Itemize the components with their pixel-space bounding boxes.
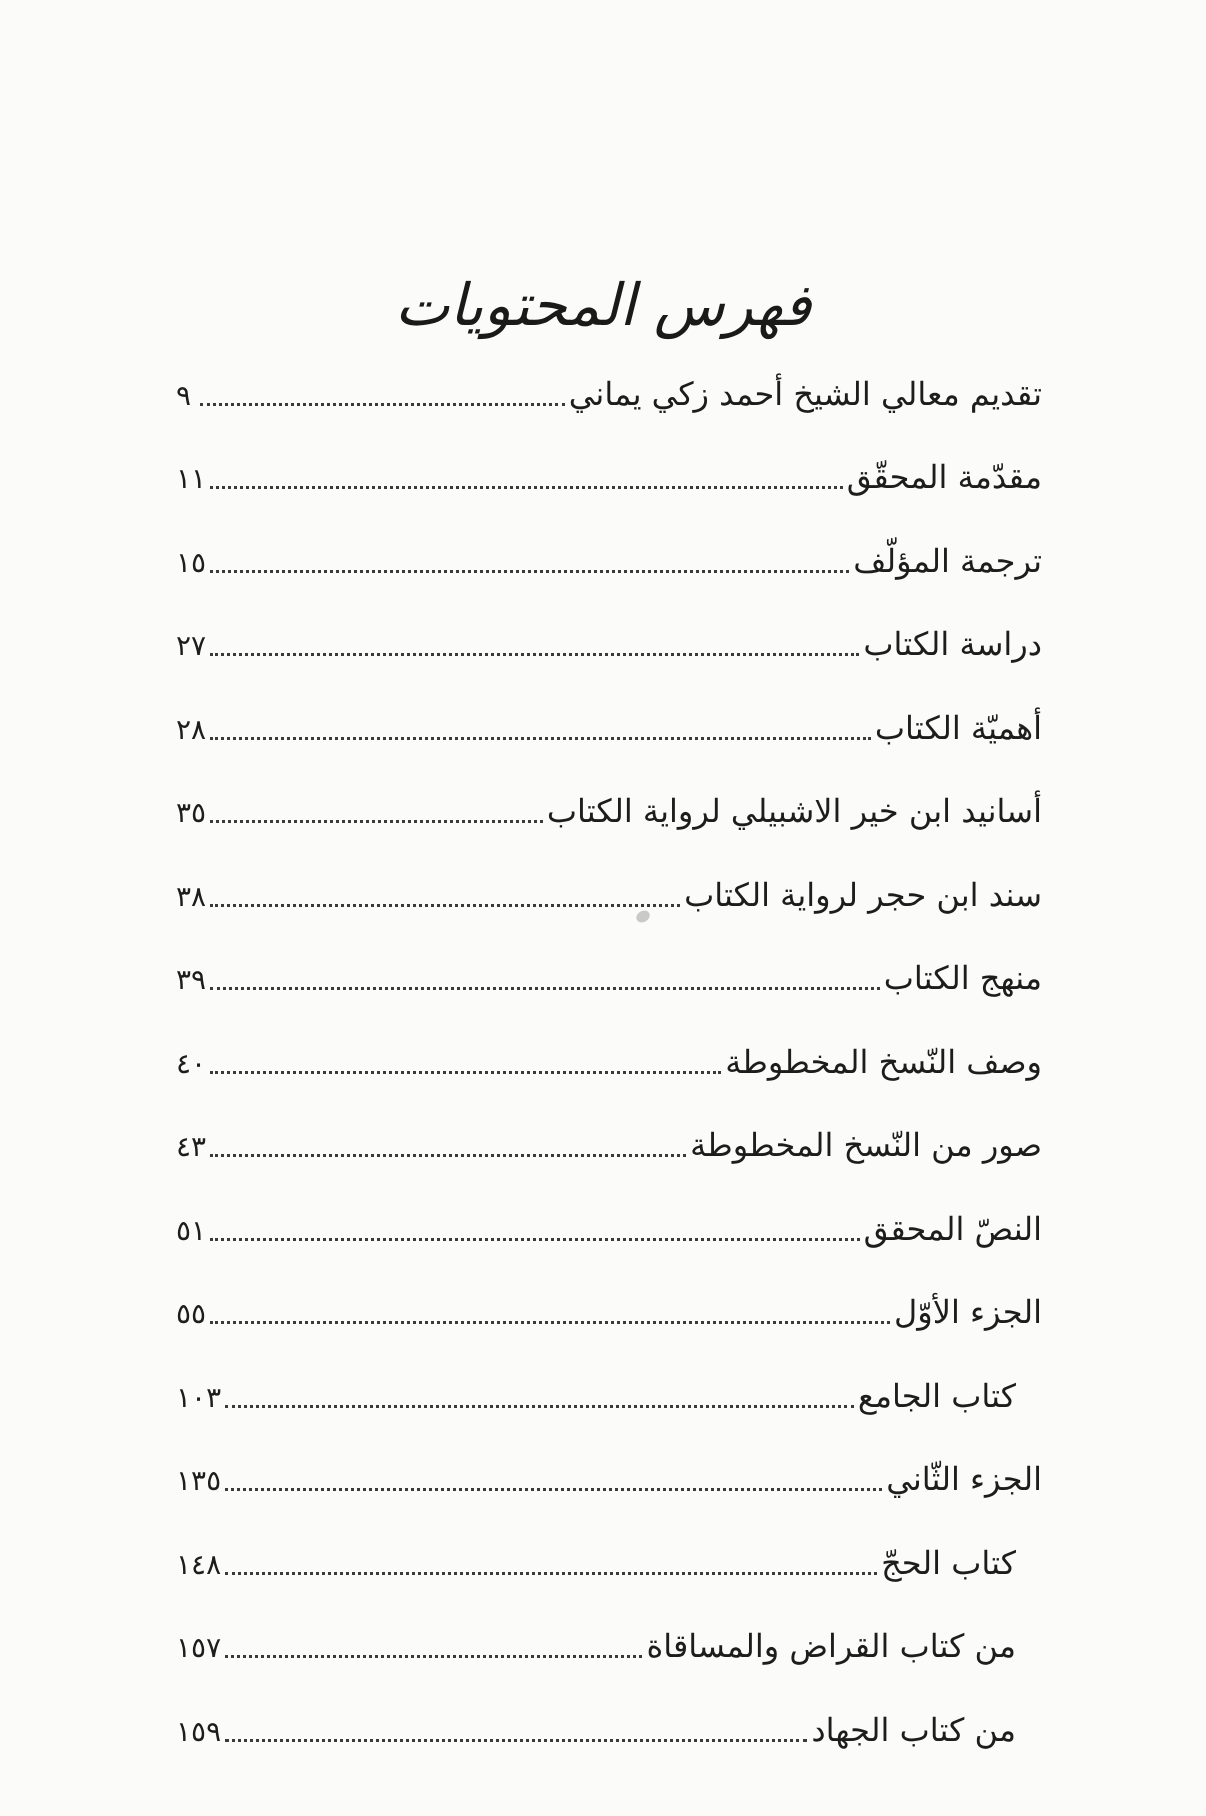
toc-entry-title: الجزء الأوّل — [893, 1293, 1042, 1331]
dot-leader — [225, 1572, 877, 1575]
toc-page-number: ٥١ — [176, 1213, 207, 1247]
toc-page-number: ٢٨ — [176, 712, 207, 746]
dot-leader — [210, 1154, 686, 1157]
toc-page-number: ٣٩ — [176, 963, 207, 996]
toc-entry-title: دراسة الكتاب — [863, 625, 1042, 663]
toc-entry — [176, 768, 1042, 852]
dot-leader — [210, 1238, 860, 1241]
toc-entry — [176, 350, 1042, 434]
toc-entry-title: سند ابن حجر لرواية الكتاب — [684, 875, 1042, 914]
toc-page-number: ١١ — [176, 462, 207, 495]
toc-entry-title: صور من النّسخ المخطوطة — [690, 1126, 1042, 1164]
toc-entry — [176, 1185, 1042, 1269]
toc-page-number: ٤٠ — [176, 1046, 207, 1080]
dot-leader — [210, 820, 543, 823]
toc-entry-title: تقديم معالي الشيخ أحمد زكي يماني — [568, 374, 1042, 413]
toc-page-number: ١٥٩ — [176, 1714, 222, 1748]
toc-page-number: ٣٥ — [176, 796, 207, 829]
toc-page-number: ١٠٣ — [176, 1380, 222, 1414]
toc-page-number: ١٣٥ — [176, 1464, 222, 1497]
toc-entry-title: ترجمة المؤلّف — [853, 541, 1042, 580]
dot-leader — [200, 403, 565, 406]
dot-leader — [210, 987, 880, 990]
toc-entry — [176, 1436, 1042, 1520]
toc-page-number: ١٥٧ — [176, 1631, 222, 1664]
toc-entry — [176, 601, 1042, 685]
dot-leader — [225, 1488, 882, 1491]
toc-entry-title: كتاب الحجّ — [881, 1543, 1016, 1582]
toc-entry-title: الجزء الثّاني — [886, 1460, 1042, 1498]
dot-leader — [210, 653, 859, 656]
dot-leader — [225, 1405, 854, 1408]
toc-entry — [176, 1519, 1042, 1603]
toc-entry-title: من كتاب الجهاد — [811, 1710, 1016, 1749]
dot-leader — [225, 1739, 807, 1742]
toc-page-number: ٥٥ — [176, 1297, 207, 1330]
toc-entry-title: كتاب الجامع — [857, 1376, 1016, 1415]
dot-leader — [210, 1321, 890, 1324]
page-title: فهرس المحتويات — [394, 270, 812, 339]
toc-entry — [176, 517, 1042, 601]
toc-entry-title: أهميّة الكتاب — [874, 708, 1042, 747]
toc-page-number: ٩ — [176, 378, 192, 412]
toc-entry-title: منهج الكتاب — [883, 959, 1042, 997]
dot-leader — [210, 486, 843, 489]
toc-entry — [176, 1352, 1042, 1436]
toc-entry — [176, 1018, 1042, 1102]
dot-leader — [210, 570, 849, 573]
toc-entry — [176, 1102, 1042, 1186]
toc-entry — [176, 935, 1042, 1019]
dot-leader — [210, 1071, 721, 1074]
toc-entry-title: أسانيد ابن خير الاشبيلي لرواية الكتاب — [546, 792, 1042, 830]
toc-entry-title: مقدّمة المحقّق — [846, 458, 1042, 496]
toc-entry — [176, 851, 1042, 935]
toc-entry — [176, 434, 1042, 518]
toc-page-number: ١٥ — [176, 545, 207, 579]
dot-leader — [210, 737, 871, 740]
toc-page-number: ٢٧ — [176, 629, 207, 662]
dot-leader — [225, 1655, 642, 1658]
toc-page-number: ٤٣ — [176, 1130, 207, 1163]
toc-page-number: ١٤٨ — [176, 1547, 222, 1581]
toc-entry-title: وصف النّسخ المخطوطة — [725, 1042, 1042, 1081]
dot-leader — [210, 904, 680, 907]
toc-entry — [176, 1269, 1042, 1353]
toc-entry — [176, 684, 1042, 768]
toc-entry — [176, 1686, 1042, 1770]
toc-entry — [176, 1603, 1042, 1687]
toc-entry-title: من كتاب القراض والمساقاة — [646, 1627, 1016, 1665]
toc-entry-title: النصّ المحقق — [863, 1209, 1042, 1248]
table-of-contents — [176, 350, 1042, 1770]
toc-page-number: ٣٨ — [176, 879, 207, 913]
